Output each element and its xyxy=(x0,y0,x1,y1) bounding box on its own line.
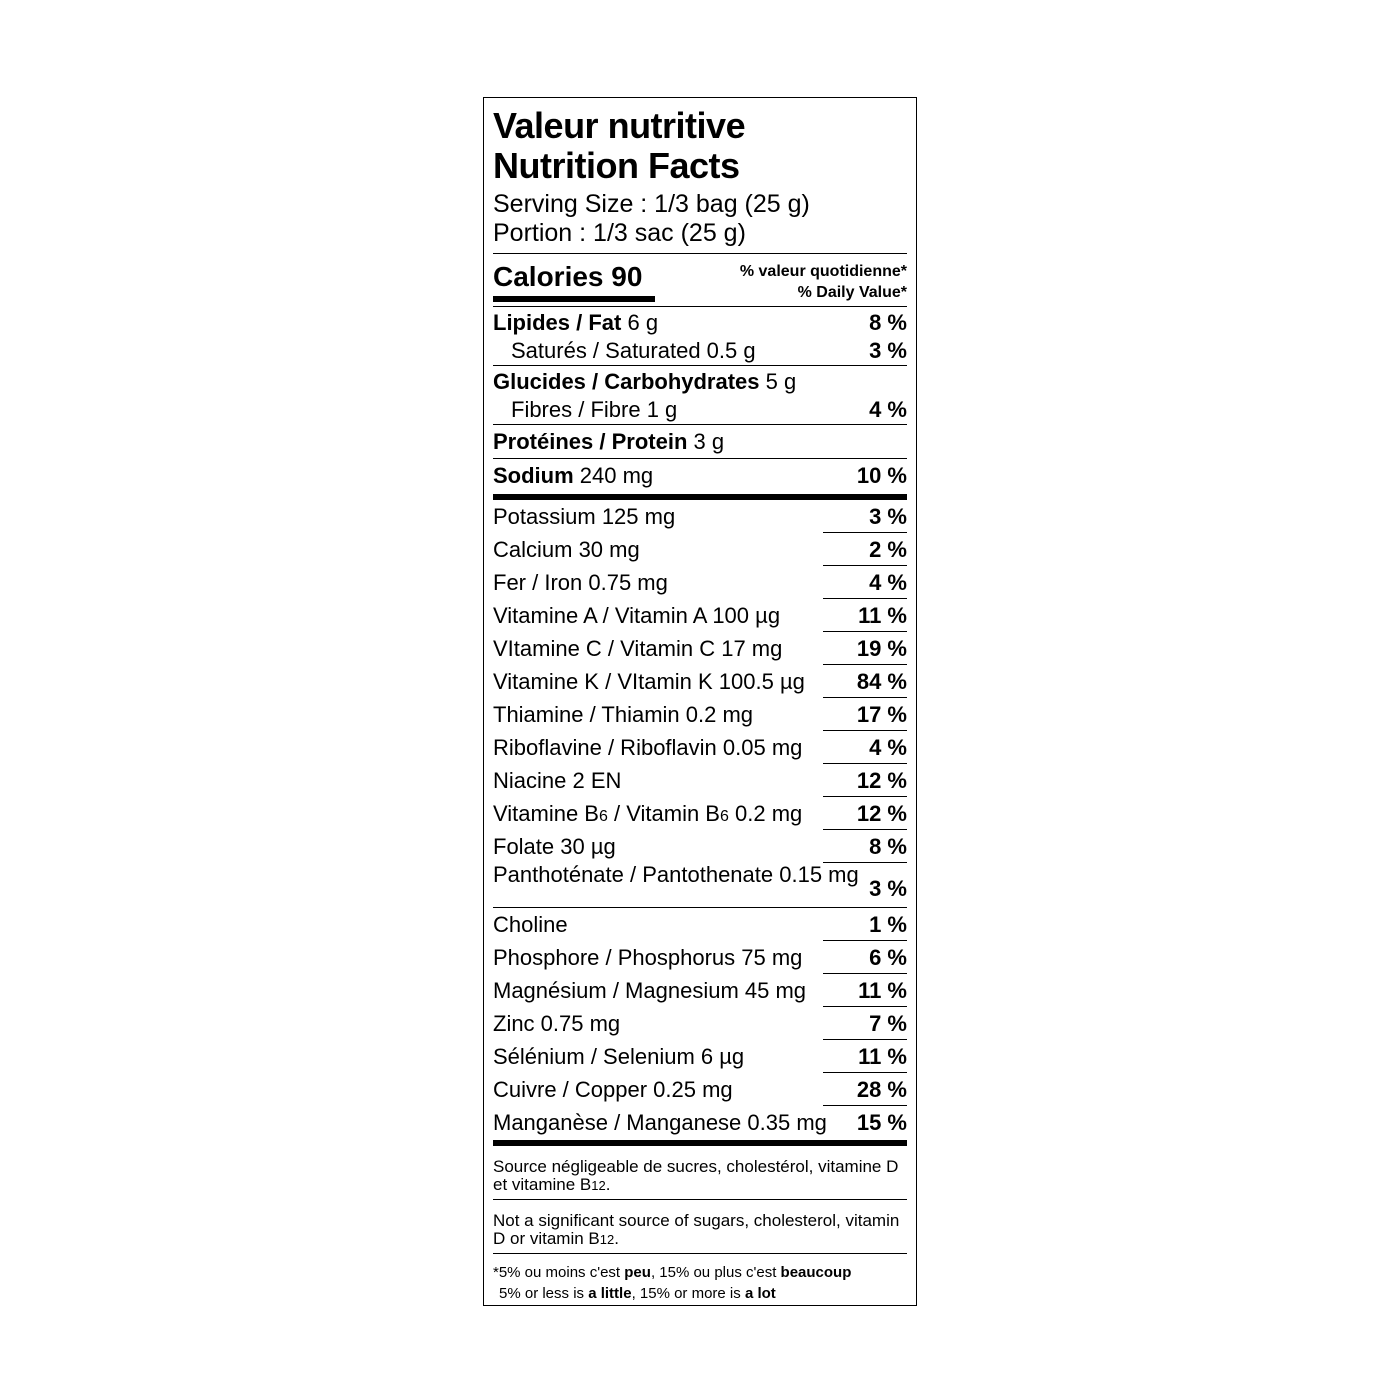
nutrient-row xyxy=(493,1007,907,1040)
nutrient-percent: 10 % xyxy=(856,463,907,488)
nutrient-name: VItamine C / Vitamin C 17 mg xyxy=(493,636,783,661)
nutrient-percent: 11 % xyxy=(858,978,907,1003)
footnote-text: Source négligeable de sucres, cholestérol, vitamine D et vitamine B xyxy=(493,1157,899,1194)
nutrient-percent: 7 % xyxy=(869,1011,907,1036)
nutrient-label: Lipides / Fat xyxy=(493,310,622,335)
nutrient-percent: 84 % xyxy=(856,669,907,694)
divider xyxy=(493,306,907,307)
nutrient-label: Protéines / Protein xyxy=(493,429,688,454)
nutrient-row xyxy=(493,632,907,665)
micronutrient-list xyxy=(493,908,907,1139)
nutrient-percent: 28 % xyxy=(856,1077,907,1102)
nutrient-percent: 6 % xyxy=(869,945,907,970)
nutrient-row xyxy=(493,1040,907,1073)
nutrient-amount: 5 g xyxy=(759,369,797,394)
nutrient-name xyxy=(493,425,724,458)
footnote-french xyxy=(493,1146,907,1200)
nutrient-row-carbohydrates xyxy=(493,368,907,396)
serving-size-french: Portion : 1/3 sac (25 g) xyxy=(493,219,746,247)
nutrient-row-fat xyxy=(493,309,907,337)
label-part: 0.2 mg xyxy=(728,801,803,826)
subscript: 12 xyxy=(591,1178,606,1193)
nutrient-row xyxy=(493,764,907,797)
micronutrient-list xyxy=(493,500,907,797)
daily-value-heading-french: % valeur quotidienne* xyxy=(739,263,907,280)
daily-value-heading-english: % Daily Value* xyxy=(797,284,907,301)
note-text: *5% ou moins c'est xyxy=(493,1264,625,1281)
footnote-end: . xyxy=(605,1175,611,1194)
nutrient-row xyxy=(493,500,907,533)
nutrient-name: Vitamine A / Vitamin A 100 µg xyxy=(493,603,781,628)
nutrient-name: Fibres / Fibre 1 g xyxy=(511,397,678,422)
nutrient-percent: 3 % xyxy=(869,504,907,529)
nutrient-percent: 11 % xyxy=(858,603,907,628)
nutrient-name: Folate 30 µg xyxy=(493,834,616,859)
nutrient-row-fibre xyxy=(493,396,907,425)
nutrient-percent: 4 % xyxy=(869,570,907,595)
calories: Calories 90 xyxy=(493,261,643,292)
nutrient-row xyxy=(493,665,907,698)
label-part: / Vitamin B xyxy=(607,801,720,826)
calories-bar xyxy=(493,296,655,302)
nutrient-row xyxy=(493,731,907,764)
title-english: Nutrition Facts xyxy=(493,145,740,186)
nutrient-row xyxy=(493,908,907,941)
nutrient-percent: 2 % xyxy=(869,537,907,562)
nutrient-amount: 240 mg xyxy=(573,463,654,488)
nutrient-name: Riboflavine / Riboflavin 0.05 mg xyxy=(493,735,803,760)
nutrient-name xyxy=(493,459,653,492)
nutrient-name: Cuivre / Copper 0.25 mg xyxy=(493,1077,733,1102)
label-content xyxy=(493,98,907,1304)
nutrient-percent: 3 % xyxy=(869,338,907,363)
nutrient-name xyxy=(493,309,658,337)
subscript: 6 xyxy=(719,808,729,825)
note-bold: a lot xyxy=(744,1285,776,1302)
note-bold: a little xyxy=(588,1285,632,1302)
nutrient-percent: 8 % xyxy=(869,310,907,335)
daily-value-note xyxy=(493,1254,907,1304)
nutrient-name: Saturés / Saturated 0.5 g xyxy=(511,338,756,363)
nutrient-percent: 12 % xyxy=(856,768,907,793)
nutrient-label: Glucides / Carbohydrates xyxy=(493,369,760,394)
nutrient-row xyxy=(493,698,907,731)
note-text: , 15% or more is xyxy=(631,1285,745,1302)
nutrient-row-pantothenate xyxy=(493,863,907,908)
subscript: 12 xyxy=(599,1232,615,1247)
nutrient-row xyxy=(493,941,907,974)
nutrient-percent: 1 % xyxy=(869,912,907,937)
nutrient-name: Magnésium / Magnesium 45 mg xyxy=(493,978,807,1003)
nutrient-percent: 12 % xyxy=(856,801,907,826)
label-part: Vitamine B xyxy=(493,801,599,826)
nutrient-name: Panthoténate / Pantothenate 0.15 mg xyxy=(493,862,859,887)
nutrient-row-sodium xyxy=(493,459,907,492)
nutrient-name: Phosphore / Phosphorus 75 mg xyxy=(493,945,803,970)
nutrient-name: Fer / Iron 0.75 mg xyxy=(493,570,668,595)
nutrient-row xyxy=(493,974,907,1007)
nutrient-name: Calcium 30 mg xyxy=(493,537,640,562)
nutrient-name: Vitamine K / VItamin K 100.5 µg xyxy=(493,669,805,694)
serving-size-english: Serving Size : 1/3 bag (25 g) xyxy=(493,190,810,218)
nutrient-name xyxy=(493,368,796,396)
title-french: Valeur nutritive xyxy=(493,105,746,146)
daily-value-note-french xyxy=(493,1262,907,1283)
nutrient-name: Manganèse / Manganese 0.35 mg xyxy=(493,1110,827,1135)
nutrient-percent: 15 % xyxy=(856,1110,907,1135)
note-text: 5% or less is xyxy=(499,1285,589,1302)
nutrient-label: Sodium xyxy=(493,463,574,488)
nutrient-percent: 17 % xyxy=(856,702,907,727)
nutrient-percent: 8 % xyxy=(869,834,907,859)
subscript: 6 xyxy=(598,808,608,825)
nutrient-name: Choline xyxy=(493,912,568,937)
note-text: , 15% ou plus c'est xyxy=(650,1264,781,1281)
footnote-text: Not a significant source of sugars, cholesterol, vitamin D or vitamin B xyxy=(493,1211,900,1248)
nutrient-name: Sélénium / Selenium 6 µg xyxy=(493,1044,745,1069)
nutrient-row xyxy=(493,1106,907,1139)
nutrient-row-vitamin-b6 xyxy=(493,797,907,830)
nutrient-name xyxy=(493,797,802,833)
nutrient-amount: 6 g xyxy=(621,310,659,335)
nutrient-percent: 4 % xyxy=(869,735,907,760)
nutrient-name: Zinc 0.75 mg xyxy=(493,1011,621,1036)
nutrient-name: Thiamine / Thiamin 0.2 mg xyxy=(493,702,754,727)
nutrient-row xyxy=(493,566,907,599)
footnote-english xyxy=(493,1200,907,1254)
nutrient-row-protein xyxy=(493,425,907,459)
calories-block xyxy=(493,254,907,302)
footnote-end: . xyxy=(614,1229,619,1248)
nutrient-row xyxy=(493,533,907,566)
note-bold: beaucoup xyxy=(780,1264,852,1281)
nutrient-name: Potassium 125 mg xyxy=(493,504,676,529)
nutrient-percent: 4 % xyxy=(869,397,907,422)
nutrient-row-saturated xyxy=(493,337,907,366)
daily-value-note-english xyxy=(493,1283,907,1304)
note-bold: peu xyxy=(624,1264,651,1281)
nutrient-percent: 11 % xyxy=(858,1044,907,1069)
nutrient-name: Niacine 2 EN xyxy=(493,768,622,793)
nutrient-percent: 3 % xyxy=(869,876,907,901)
nutrient-percent: 19 % xyxy=(856,636,907,661)
nutrient-row xyxy=(493,1073,907,1106)
nutrient-row xyxy=(493,599,907,632)
nutrition-facts-label xyxy=(483,97,917,1306)
nutrient-amount: 3 g xyxy=(687,429,725,454)
